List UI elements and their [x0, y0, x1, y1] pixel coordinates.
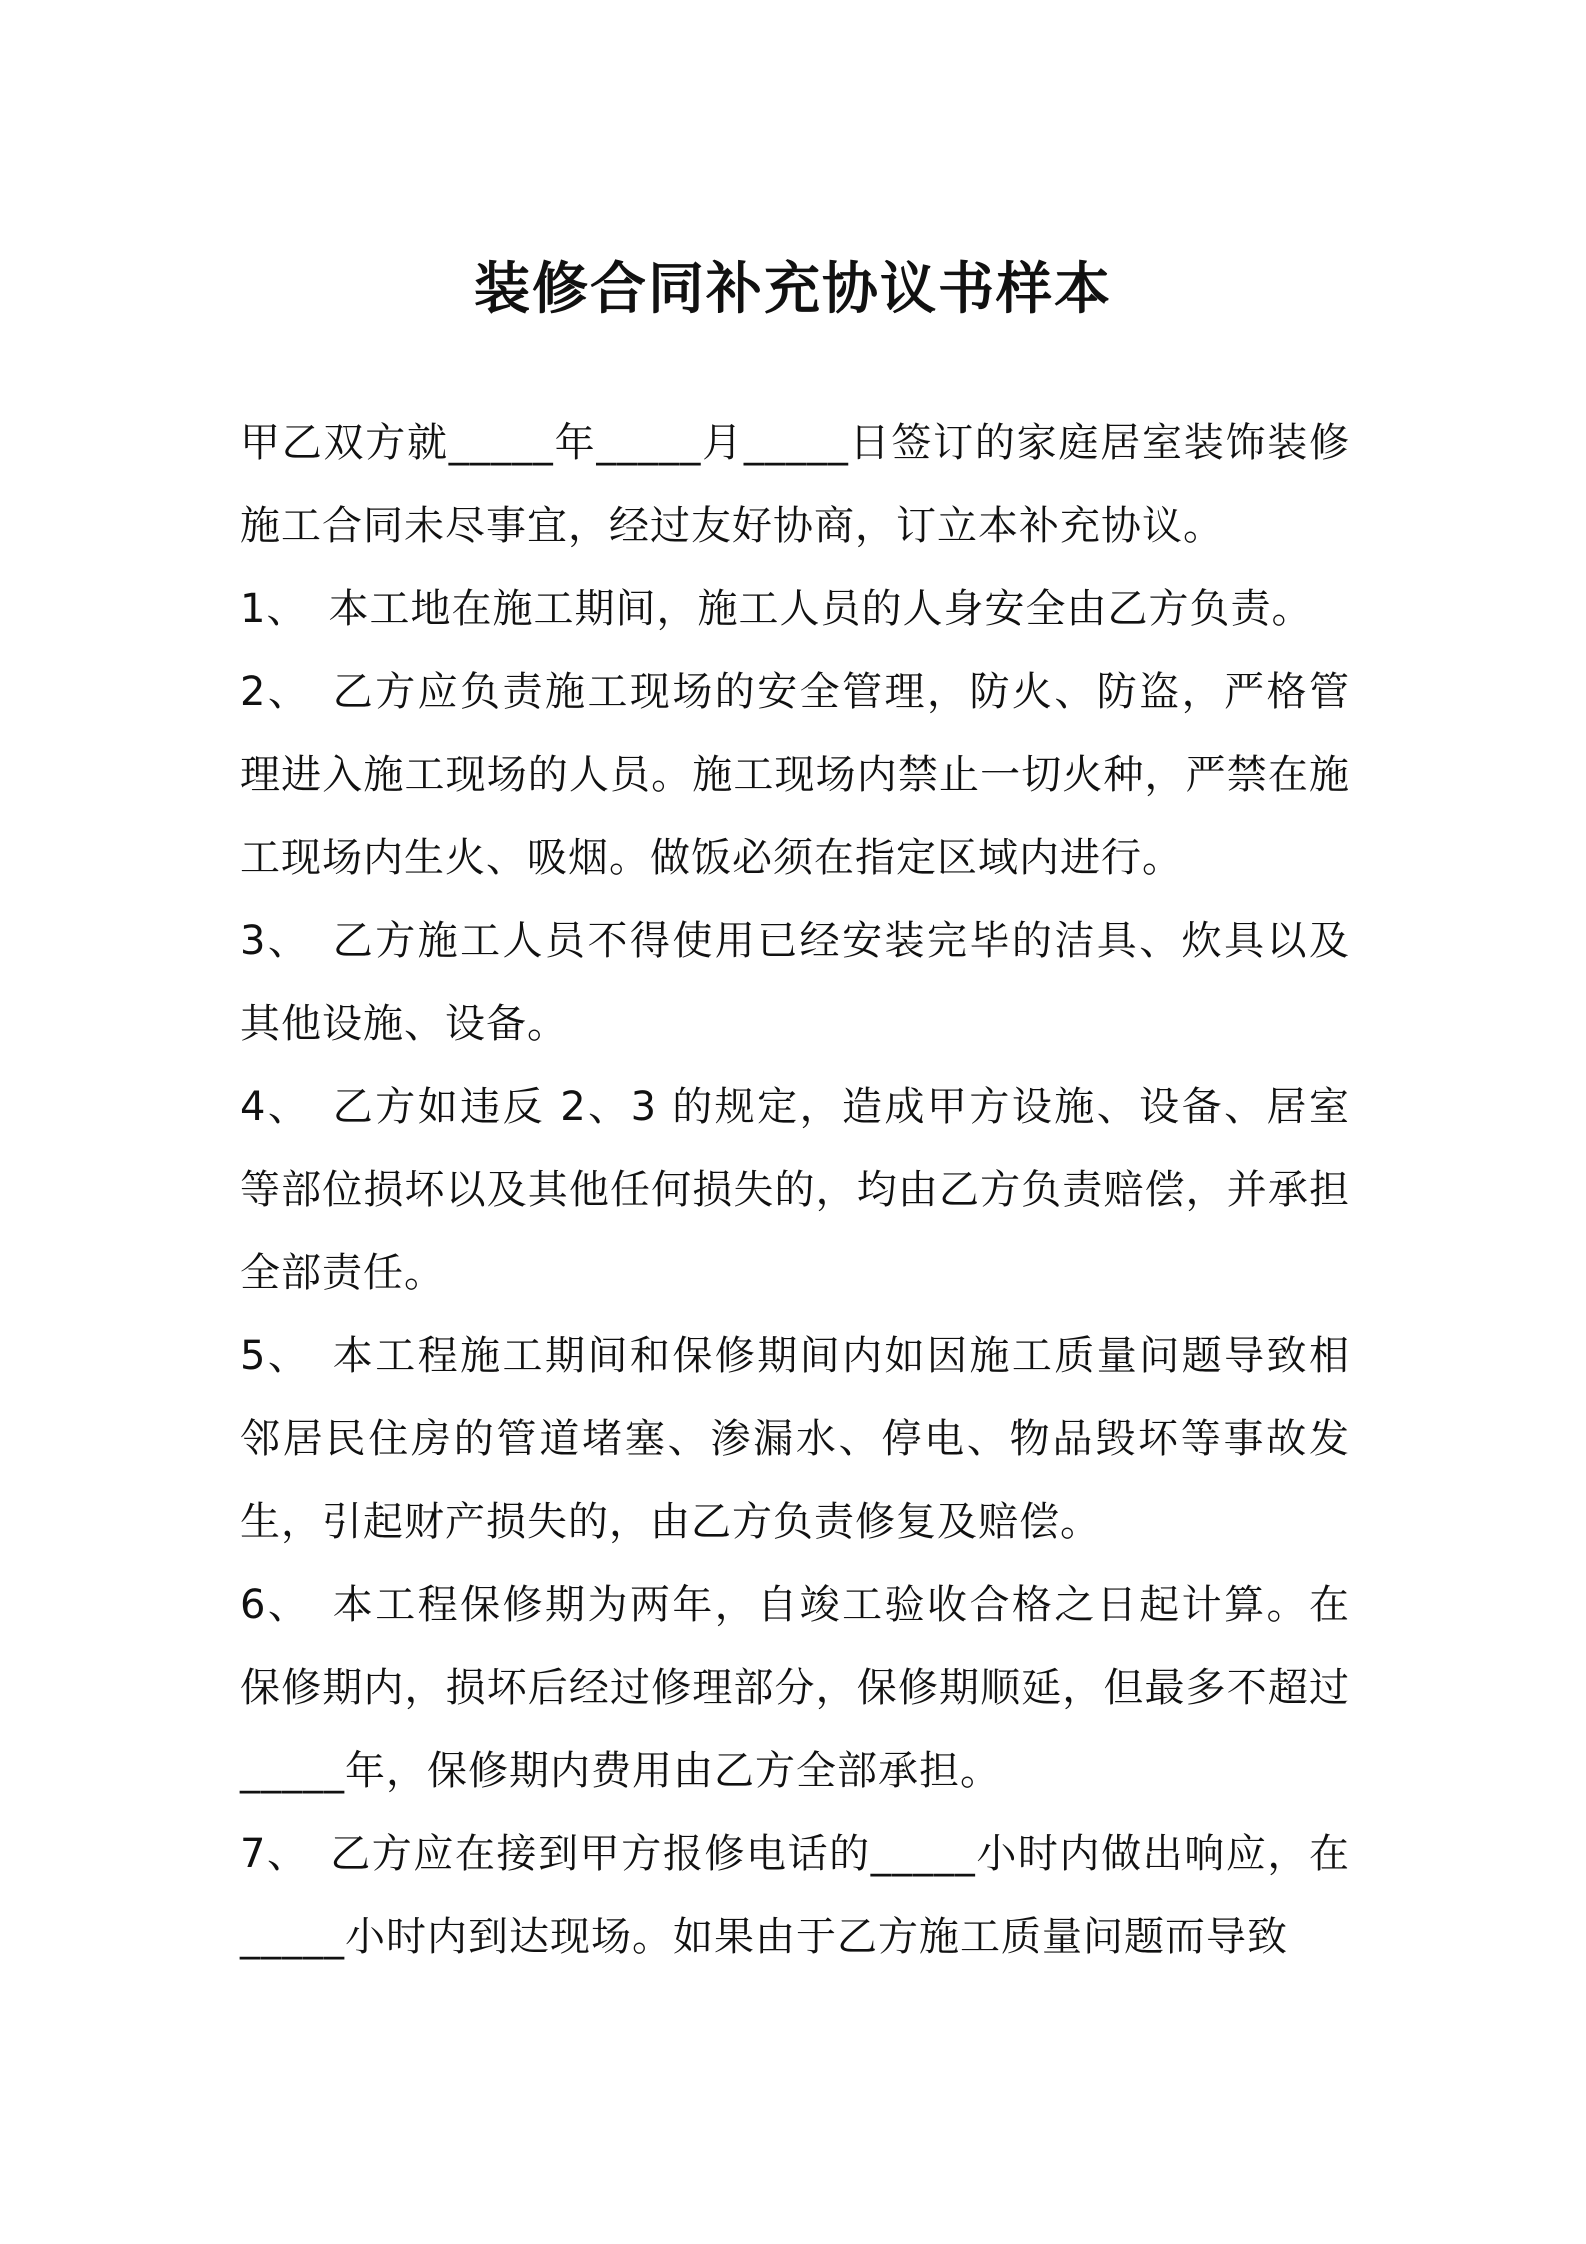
clause-6: 6、 本工程保修期为两年，自竣工验收合格之日起计算。在保修期内，损坏后经过修理部分，保修期顺延，但最多不超过_____年，保修期内费用由乙方全部承担。: [240, 1582, 1350, 1794]
clause-3: 3、 乙方施工人员不得使用已经安装完毕的洁具、炊具以及其他设施、设备。: [240, 918, 1350, 1047]
clause-2: 2、 乙方应负责施工现场的安全管理，防火、防盗，严格管理进入施工现场的人员。施工现场内禁止一切火种，严禁在施工现场内生火、吸烟。做饭必须在指定区域内进行。: [240, 669, 1350, 881]
intro-paragraph: 甲乙双方就_____年_____月_____日签订的家庭居室装饰装修施工合同未尽事宜，经过友好协商，订立本补充协议。: [240, 420, 1350, 549]
clause-5: 5、 本工程施工期间和保修期间内如因施工质量问题导致相邻居民住房的管道堵塞、渗漏水、停电、物品毁坏等事故发生，引起财产损失的，由乙方负责修复及赔偿。: [240, 1333, 1350, 1545]
clause-1: 1、 本工地在施工期间，施工人员的人身安全由乙方负责。: [240, 586, 1313, 632]
clause-4: 4、 乙方如违反 2、3 的规定，造成甲方设施、设备、居室等部位损坏以及其他任何损失的，均由乙方负责赔偿，并承担全部责任。: [240, 1084, 1350, 1296]
clause-7: 7、 乙方应在接到甲方报修电话的_____小时内做出响应，在_____小时内到达现场。如果由于乙方施工质量问题而导致: [240, 1831, 1350, 1960]
document-title: 装修合同补充协议书样本: [474, 257, 1112, 322]
document-body: [240, 402, 1350, 1979]
